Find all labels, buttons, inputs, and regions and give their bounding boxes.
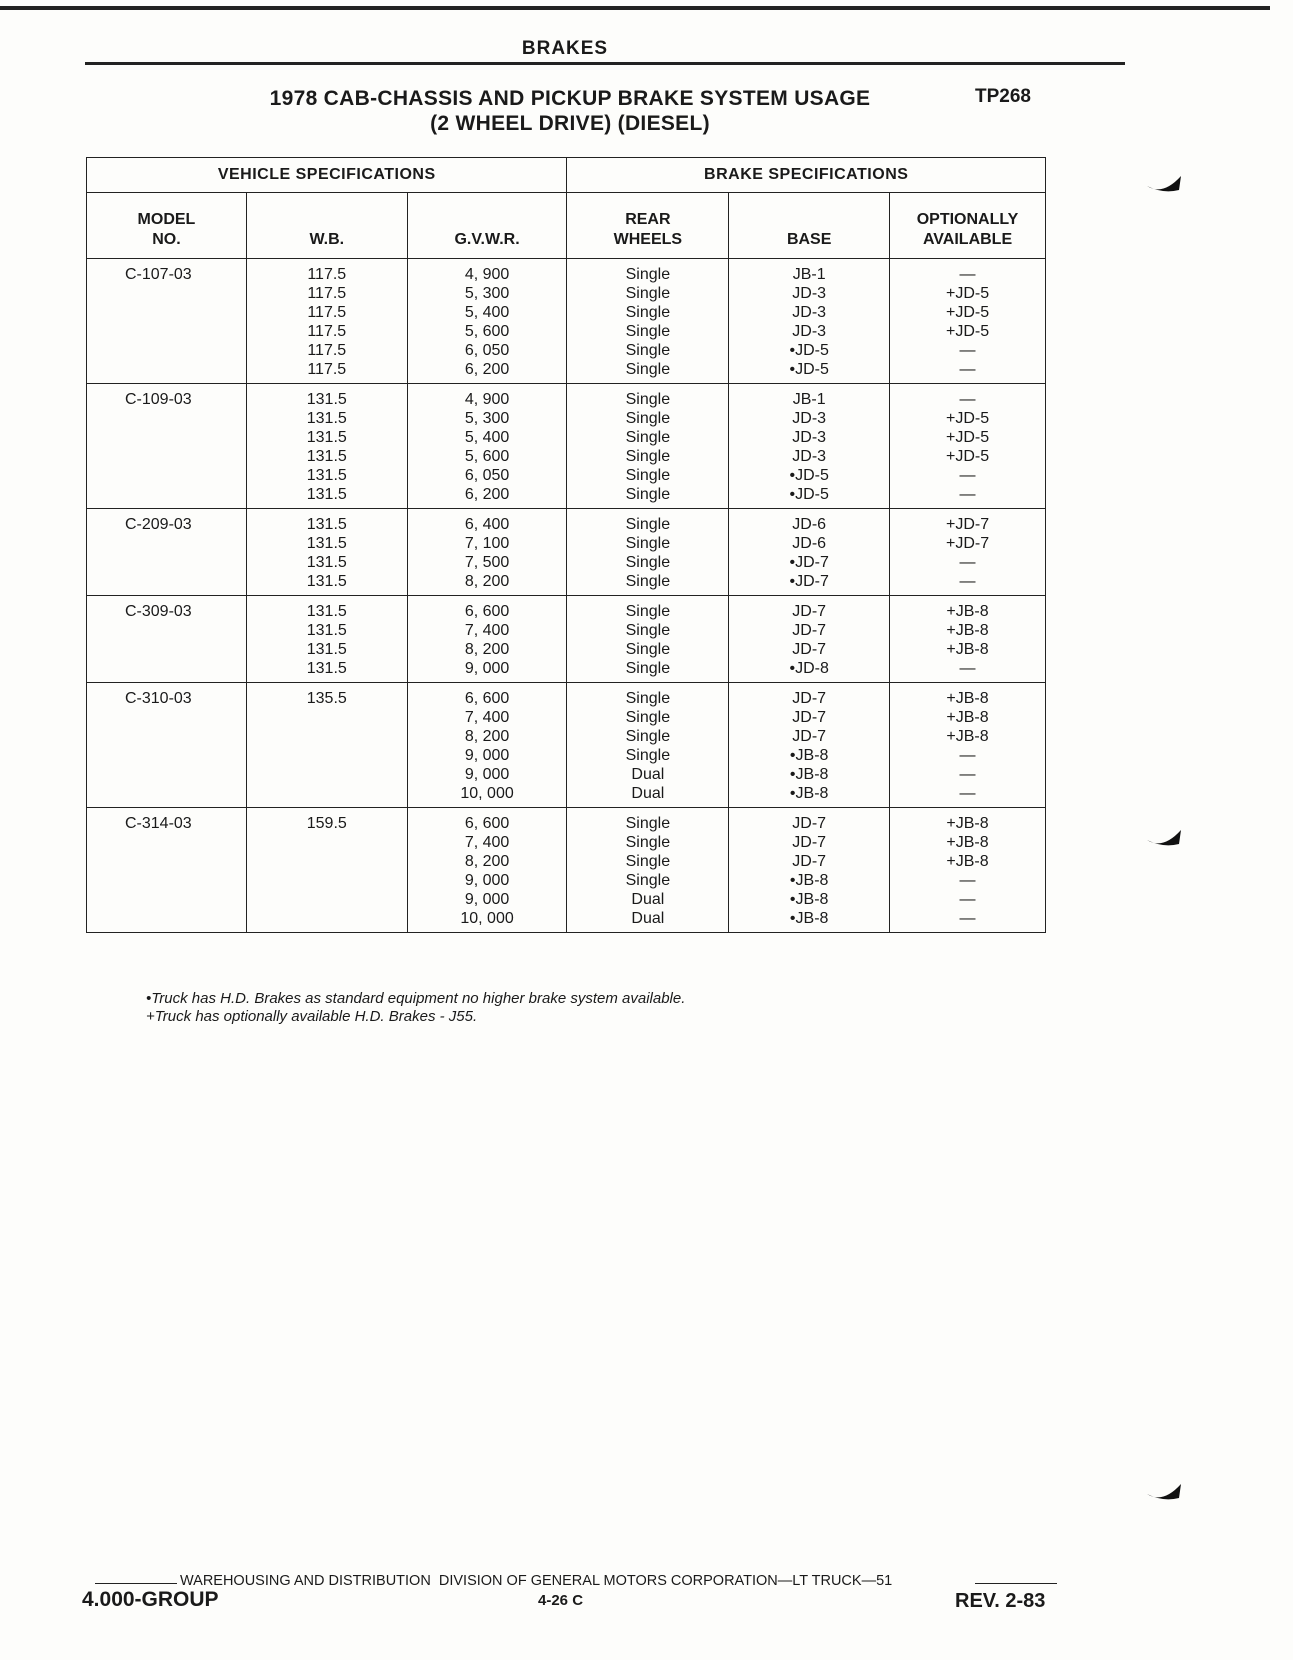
rear-wheels-value: Single — [625, 554, 671, 571]
gvwr-value: 5, 400 — [464, 304, 510, 321]
base-value: JD-6 — [792, 516, 827, 533]
rear-wheels-value: Single — [625, 361, 671, 378]
base-value: JD-7 — [792, 709, 827, 726]
optionally-available-value: — — [959, 391, 976, 408]
gvwr-cell — [407, 384, 567, 509]
gvwr-value: 5, 300 — [464, 285, 510, 302]
wb-value: 131.5 — [306, 660, 347, 677]
rear-wheels-value: Single — [625, 709, 671, 726]
rear-wheels-value: Single — [625, 834, 671, 851]
gvwr-value: 5, 600 — [464, 323, 510, 340]
column-header-line: G.V.W.R. — [454, 231, 520, 248]
rear-wheels-value: Dual — [631, 910, 665, 927]
optionally-available-value: +JD-5 — [945, 304, 990, 321]
wb-cell — [246, 384, 407, 509]
optionally-available-value: +JD-5 — [945, 429, 990, 446]
gvwr-value: 6, 600 — [464, 815, 510, 832]
rear-wheels-value: Single — [625, 467, 671, 484]
base-value: JD-6 — [792, 535, 827, 552]
footer-revision: REV. 2-83 — [955, 1590, 1046, 1612]
wb-value: 131.5 — [306, 622, 347, 639]
gvwr-value: 5, 600 — [464, 448, 510, 465]
optionally-available-value: +JB-8 — [946, 815, 989, 832]
column-header-line: BASE — [786, 231, 832, 248]
optionally-available-value: — — [959, 486, 976, 503]
optionally-available-value: — — [959, 872, 976, 889]
model-cell — [87, 683, 247, 808]
table-row — [87, 259, 1046, 384]
optionally-available-cell — [890, 259, 1046, 384]
optionally-available-value: +JD-5 — [945, 448, 990, 465]
table-row — [87, 384, 1046, 509]
base-value: •JB-8 — [789, 910, 829, 927]
rear-wheels-value: Single — [625, 285, 671, 302]
optionally-available-value: +JB-8 — [946, 690, 989, 707]
optionally-available-value: +JD-7 — [945, 516, 990, 533]
section-title: BRAKES — [521, 38, 609, 59]
base-value: JD-3 — [792, 304, 827, 321]
gvwr-cell — [407, 259, 567, 384]
wb-value: 131.5 — [306, 467, 347, 484]
column-header-gvwr — [407, 193, 567, 259]
base-value: •JD-5 — [789, 361, 829, 378]
wb-value: 131.5 — [306, 573, 347, 590]
rear-wheels-value: Single — [625, 573, 671, 590]
optionally-available-value: — — [959, 747, 976, 764]
gvwr-value: 9, 000 — [464, 660, 510, 677]
group-header-row — [87, 158, 1046, 193]
gvwr-value: 9, 000 — [464, 766, 510, 783]
base-value: JB-1 — [792, 391, 826, 408]
base-cell — [729, 596, 890, 683]
section-rule — [85, 62, 1125, 65]
rear-wheels-cell — [567, 596, 729, 683]
column-header-model — [87, 193, 247, 259]
model-cell — [87, 596, 247, 683]
model-value: C-310-03 — [125, 690, 192, 707]
rear-wheels-value: Single — [625, 323, 671, 340]
gvwr-value: 9, 000 — [464, 891, 510, 908]
wb-value: 117.5 — [307, 342, 347, 359]
model-value: C-107-03 — [125, 266, 192, 283]
wb-cell — [246, 509, 407, 596]
base-value: JD-7 — [792, 690, 827, 707]
base-value: •JD-5 — [789, 467, 829, 484]
base-value: JD-3 — [792, 429, 827, 446]
rear-wheels-value: Single — [625, 747, 671, 764]
optionally-available-value: +JB-8 — [946, 603, 989, 620]
rear-wheels-value: Single — [625, 872, 671, 889]
column-header-row — [87, 193, 1046, 259]
wb-value: 117.5 — [307, 323, 347, 340]
wb-value: 117.5 — [307, 361, 347, 378]
rear-wheels-cell — [567, 683, 729, 808]
gvwr-value: 9, 000 — [464, 747, 510, 764]
optionally-available-value: — — [959, 660, 976, 677]
optionally-available-value: +JB-8 — [946, 622, 989, 639]
optionally-available-cell — [890, 596, 1046, 683]
table-row — [87, 509, 1046, 596]
base-value: JD-7 — [792, 834, 827, 851]
base-value: JD-7 — [792, 815, 827, 832]
optionally-available-value: +JB-8 — [946, 834, 989, 851]
optionally-available-value: +JD-5 — [945, 285, 990, 302]
table-row — [87, 596, 1046, 683]
optionally-available-value: +JB-8 — [946, 728, 989, 745]
base-cell — [729, 808, 890, 933]
footnote-plus: +Truck has optionally available H.D. Brakes - J55. — [146, 1008, 478, 1025]
gvwr-value: 6, 200 — [464, 486, 510, 503]
column-header-rear-wheels — [567, 193, 729, 259]
title-line-2: (2 WHEEL DRIVE) (DIESEL) — [430, 112, 710, 135]
title-line-1: 1978 CAB-CHASSIS AND PICKUP BRAKE SYSTEM USAGE — [269, 87, 871, 110]
base-value: •JB-8 — [789, 891, 829, 908]
wb-cell — [246, 683, 407, 808]
base-value: •JB-8 — [789, 766, 829, 783]
optionally-available-value: — — [959, 766, 976, 783]
wb-value: 131.5 — [306, 391, 347, 408]
column-header-line: MODEL — [137, 211, 196, 228]
base-cell — [729, 384, 890, 509]
gvwr-value: 4, 900 — [464, 391, 510, 408]
optionally-available-cell — [890, 808, 1046, 933]
rear-wheels-value: Single — [625, 304, 671, 321]
gvwr-value: 7, 400 — [464, 709, 510, 726]
gvwr-value: 7, 100 — [464, 535, 510, 552]
base-value: •JB-8 — [789, 747, 829, 764]
rear-wheels-value: Single — [625, 391, 671, 408]
gvwr-value: 8, 200 — [464, 641, 510, 658]
gvwr-value: 6, 600 — [464, 690, 510, 707]
base-value: JD-3 — [792, 285, 827, 302]
model-value: C-109-03 — [125, 391, 192, 408]
gvwr-value: 6, 200 — [464, 361, 510, 378]
rear-wheels-value: Single — [625, 342, 671, 359]
rear-wheels-cell — [567, 509, 729, 596]
rear-wheels-value: Single — [625, 429, 671, 446]
rear-wheels-value: Single — [625, 641, 671, 658]
footer-corporation-line — [92, 1573, 892, 1589]
rear-wheels-cell — [567, 808, 729, 933]
base-value: •JD-8 — [789, 660, 829, 677]
gvwr-value: 7, 400 — [464, 834, 510, 851]
base-value: JD-3 — [792, 410, 827, 427]
base-cell — [729, 509, 890, 596]
wb-value: 131.5 — [306, 535, 347, 552]
rear-wheels-value: Single — [625, 535, 671, 552]
rear-wheels-value: Single — [625, 690, 671, 707]
optionally-available-value: — — [959, 266, 976, 283]
column-header-line: NO. — [152, 231, 181, 248]
optionally-available-value: +JD-7 — [945, 535, 990, 552]
base-cell — [729, 259, 890, 384]
vehicle-specifications-header: VEHICLE SPECIFICATIONS — [87, 158, 567, 193]
column-header-base — [729, 193, 890, 259]
gvwr-value: 8, 200 — [464, 853, 510, 870]
model-cell — [87, 808, 247, 933]
optionally-available-cell — [890, 384, 1046, 509]
optionally-available-value: — — [959, 573, 976, 590]
column-header-optionally-available — [890, 193, 1046, 259]
base-value: •JD-5 — [789, 486, 829, 503]
base-value: •JB-8 — [789, 872, 829, 889]
gvwr-value: 6, 050 — [464, 342, 510, 359]
base-value: JD-7 — [792, 728, 827, 745]
model-value: C-309-03 — [125, 603, 192, 620]
optionally-available-value: — — [959, 785, 976, 802]
footer-group-number: 4.000-GROUP — [82, 1588, 219, 1611]
table-row — [87, 683, 1046, 808]
base-value: JD-7 — [792, 622, 827, 639]
table-row — [87, 808, 1046, 933]
model-cell — [87, 384, 247, 509]
optionally-available-cell — [890, 509, 1046, 596]
base-value: JD-3 — [792, 323, 827, 340]
brake-specifications-header: BRAKE SPECIFICATIONS — [567, 158, 1046, 193]
optionally-available-value: +JB-8 — [946, 709, 989, 726]
wb-value: 131.5 — [306, 429, 347, 446]
rear-wheels-value: Single — [625, 853, 671, 870]
rear-wheels-value: Dual — [631, 785, 665, 802]
optionally-available-cell — [890, 683, 1046, 808]
gvwr-value: 10, 000 — [460, 910, 514, 927]
rear-wheels-value: Dual — [631, 891, 665, 908]
wb-cell — [246, 596, 407, 683]
gvwr-value: 9, 000 — [464, 872, 510, 889]
wb-value: 131.5 — [306, 410, 347, 427]
gvwr-cell — [407, 596, 567, 683]
wb-cell — [246, 259, 407, 384]
rear-wheels-value: Single — [625, 660, 671, 677]
gvwr-cell — [407, 683, 567, 808]
gvwr-value: 5, 300 — [464, 410, 510, 427]
gvwr-value: 6, 050 — [464, 467, 510, 484]
wb-value: 131.5 — [306, 603, 347, 620]
document-code: TP268 — [975, 86, 1031, 107]
base-value: JD-3 — [792, 448, 827, 465]
optionally-available-value: — — [959, 891, 976, 908]
optionally-available-value: — — [959, 554, 976, 571]
rear-wheels-cell — [567, 384, 729, 509]
optionally-available-value: +JB-8 — [946, 641, 989, 658]
footer-corporation-text: WAREHOUSING AND DISTRIBUTION DIVISION OF GENERAL MOTORS CORPORATION—LT TRUCK—51 — [180, 1573, 893, 1589]
rear-wheels-value: Single — [625, 486, 671, 503]
page-title — [180, 86, 960, 136]
table-body — [87, 259, 1046, 933]
gvwr-value: 7, 500 — [464, 554, 510, 571]
base-value: JD-7 — [792, 603, 827, 620]
rear-wheels-value: Single — [625, 516, 671, 533]
binder-clip-mark-middle — [1145, 826, 1183, 850]
optionally-available-value: — — [959, 910, 976, 927]
column-header-wb — [246, 193, 407, 259]
gvwr-value: 5, 400 — [464, 429, 510, 446]
rear-wheels-value: Single — [625, 410, 671, 427]
wb-value: 131.5 — [306, 448, 347, 465]
wb-value: 131.5 — [306, 554, 347, 571]
gvwr-value: 7, 400 — [464, 622, 510, 639]
model-cell — [87, 509, 247, 596]
rear-wheels-value: Single — [625, 603, 671, 620]
footer-page-number: 4-26 C — [538, 1592, 584, 1609]
wb-value: 117.5 — [307, 304, 347, 321]
base-value: •JD-5 — [789, 342, 829, 359]
rear-wheels-cell — [567, 259, 729, 384]
wb-value: 131.5 — [306, 486, 347, 503]
optionally-available-value: — — [959, 467, 976, 484]
gvwr-value: 10, 000 — [460, 785, 514, 802]
top-border-rule — [0, 6, 1270, 10]
optionally-available-value: +JD-5 — [945, 323, 990, 340]
wb-value: 131.5 — [306, 516, 347, 533]
gvwr-value: 4, 900 — [464, 266, 510, 283]
base-value: •JD-7 — [789, 573, 829, 590]
rear-wheels-value: Single — [625, 622, 671, 639]
wb-value: 117.5 — [307, 285, 347, 302]
optionally-available-value: +JB-8 — [946, 853, 989, 870]
wb-value: 159.5 — [306, 815, 347, 832]
rear-wheels-value: Single — [625, 815, 671, 832]
gvwr-value: 6, 600 — [464, 603, 510, 620]
column-header-line: W.B. — [309, 231, 345, 248]
wb-cell — [246, 808, 407, 933]
gvwr-value: 8, 200 — [464, 573, 510, 590]
gvwr-cell — [407, 808, 567, 933]
base-value: •JB-8 — [789, 785, 829, 802]
optionally-available-value: +JD-5 — [945, 410, 990, 427]
footnotes — [146, 990, 685, 1026]
model-value: C-314-03 — [125, 815, 192, 832]
base-value: JD-7 — [792, 853, 827, 870]
binder-clip-mark-top — [1145, 172, 1183, 196]
brake-usage-table — [86, 157, 1046, 933]
rear-wheels-value: Single — [625, 266, 671, 283]
base-value: JB-1 — [792, 266, 826, 283]
gvwr-value: 8, 200 — [464, 728, 510, 745]
optionally-available-value: — — [959, 361, 976, 378]
column-header-line: WHEELS — [613, 231, 683, 248]
column-header-line: REAR — [625, 211, 671, 228]
model-cell — [87, 259, 247, 384]
wb-value: 131.5 — [306, 641, 347, 658]
model-value: C-209-03 — [125, 516, 192, 533]
column-header-line: AVAILABLE — [922, 231, 1013, 248]
rear-wheels-value: Single — [625, 448, 671, 465]
rear-wheels-value: Dual — [631, 766, 665, 783]
optionally-available-value: — — [959, 342, 976, 359]
gvwr-value: 6, 400 — [464, 516, 510, 533]
base-value: JD-7 — [792, 641, 827, 658]
wb-value: 135.5 — [306, 690, 347, 707]
base-value: •JD-7 — [789, 554, 829, 571]
base-cell — [729, 683, 890, 808]
footer-rule-right — [975, 1583, 1057, 1584]
binder-clip-mark-bottom — [1145, 1480, 1183, 1504]
footnote-bullet: •Truck has H.D. Brakes as standard equipment no higher brake system available. — [146, 990, 686, 1007]
gvwr-cell — [407, 509, 567, 596]
wb-value: 117.5 — [307, 266, 347, 283]
column-header-line: OPTIONALLY — [916, 211, 1019, 228]
rear-wheels-value: Single — [625, 728, 671, 745]
